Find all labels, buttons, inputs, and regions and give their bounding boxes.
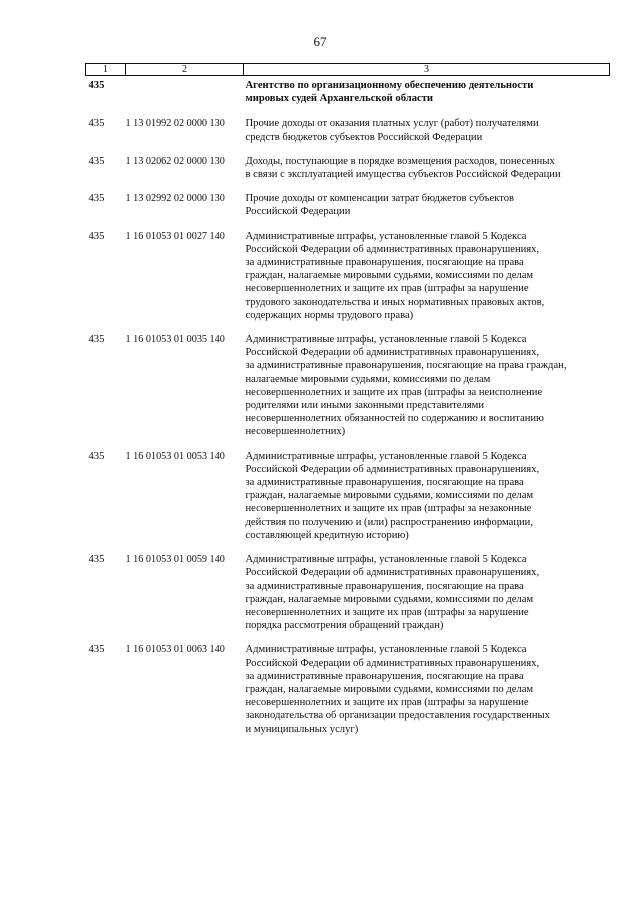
page-number: 67 [313, 34, 327, 49]
table-header-row [86, 64, 610, 76]
kbk-code: 1 13 01992 02 0000 130 [125, 118, 225, 130]
admin-code: 435 [88, 644, 105, 656]
admin-code: 435 [88, 230, 105, 242]
admin-code: 435 [88, 193, 105, 205]
table-row [86, 189, 610, 226]
revenue-description: Административные штрафы, установленные главой 5 Кодекса Российской Федерации об административных правонарушениях, за административные правонарушения, посягающие на права граждан, налагаемые мировыми судьями, комиссиями по делам несовершеннолетних и защите их прав (штрафы за нарушение порядка рассмотрения обращений граждан) [245, 554, 540, 632]
table-row [86, 640, 610, 743]
agency-kbk-empty [126, 76, 244, 115]
table-row [86, 114, 610, 151]
kbk-code: 1 13 02992 02 0000 130 [125, 193, 225, 205]
column-header-1: 1 [86, 64, 126, 76]
kbk-code: 1 16 01053 01 0027 140 [125, 230, 225, 242]
revenue-description: Прочие доходы от компенсации затрат бюджетов субъектов Российской Федерации [245, 193, 515, 218]
revenue-description: Административные штрафы, установленные главой 5 Кодекса Российской Федерации об административных правонарушениях, за административные правонарушения, посягающие на права граждан, налагаемые мировыми судьями, комиссиями по делам несовершеннолетних и защите их прав (штрафы за неисполнение родителями или иными законными представителями несовершеннолетних обязанностей по содержанию и воспитанию несовершеннолетних) [245, 334, 567, 438]
table-row [86, 227, 610, 330]
revenue-description: Доходы, поступающие в порядке возмещения расходов, понесенных в связи с эксплуатацией имущества субъектов Российской Федерации [245, 155, 561, 181]
admin-code: 435 [88, 450, 105, 462]
revenue-description: Административные штрафы, установленные главой 5 Кодекса Российской Федерации об административных правонарушениях, за административные правонарушения, посягающие на права граждан, налагаемые мировыми судьями, комиссиями по делам несовершеннолетних и защите их прав (штрафы за нарушение трудового законодательства и иных нормативных правовых актов, содержащих нормы трудового права) [245, 230, 545, 321]
admin-code: 435 [88, 334, 105, 346]
admin-code: 435 [88, 554, 105, 566]
table-row [86, 330, 610, 447]
table-row [86, 152, 610, 189]
kbk-code: 1 16 01053 01 0059 140 [125, 554, 225, 566]
kbk-code: 1 16 01053 01 0063 140 [125, 644, 225, 656]
agency-name: Агентство по организационному обеспечению деятельности мировых судей Архангельской области [245, 80, 534, 105]
kbk-code: 1 16 01053 01 0053 140 [125, 450, 225, 462]
revenue-description: Прочие доходы от оказания платных услуг (работ) получателями средств бюджетов субъектов Российской Федерации [245, 118, 539, 143]
revenue-description: Административные штрафы, установленные главой 5 Кодекса Российской Федерации об административных правонарушениях, за административные правонарушения, посягающие на права граждан, налагаемые мировыми судьями, комиссиями по делам несовершеннолетних и защите их прав (штрафы за нарушение законодательства об организации предоставления государственных и муниципальных услуг) [245, 644, 550, 735]
kbk-code: 1 16 01053 01 0035 140 [125, 334, 225, 346]
agency-code: 435 [88, 80, 105, 91]
revenue-description: Административные штрафы, установленные главой 5 Кодекса Российской Федерации об административных правонарушениях, за административные правонарушения, посягающие на права граждан, налагаемые мировыми судьями, комиссиями по делам несовершеннолетних и защите их прав (штрафы за незаконные действия по получению и (или) распространению информации, составляющей кредитную историю) [245, 450, 540, 541]
column-header-3: 3 [244, 64, 610, 76]
table-row [86, 447, 610, 550]
admin-code: 435 [88, 155, 105, 167]
table-row [86, 550, 610, 640]
kbk-code: 1 13 02062 02 0000 130 [125, 155, 225, 167]
column-header-2: 2 [126, 64, 244, 76]
admin-code: 435 [88, 118, 105, 130]
agency-row [86, 76, 610, 115]
revenue-codes-table [85, 63, 610, 744]
